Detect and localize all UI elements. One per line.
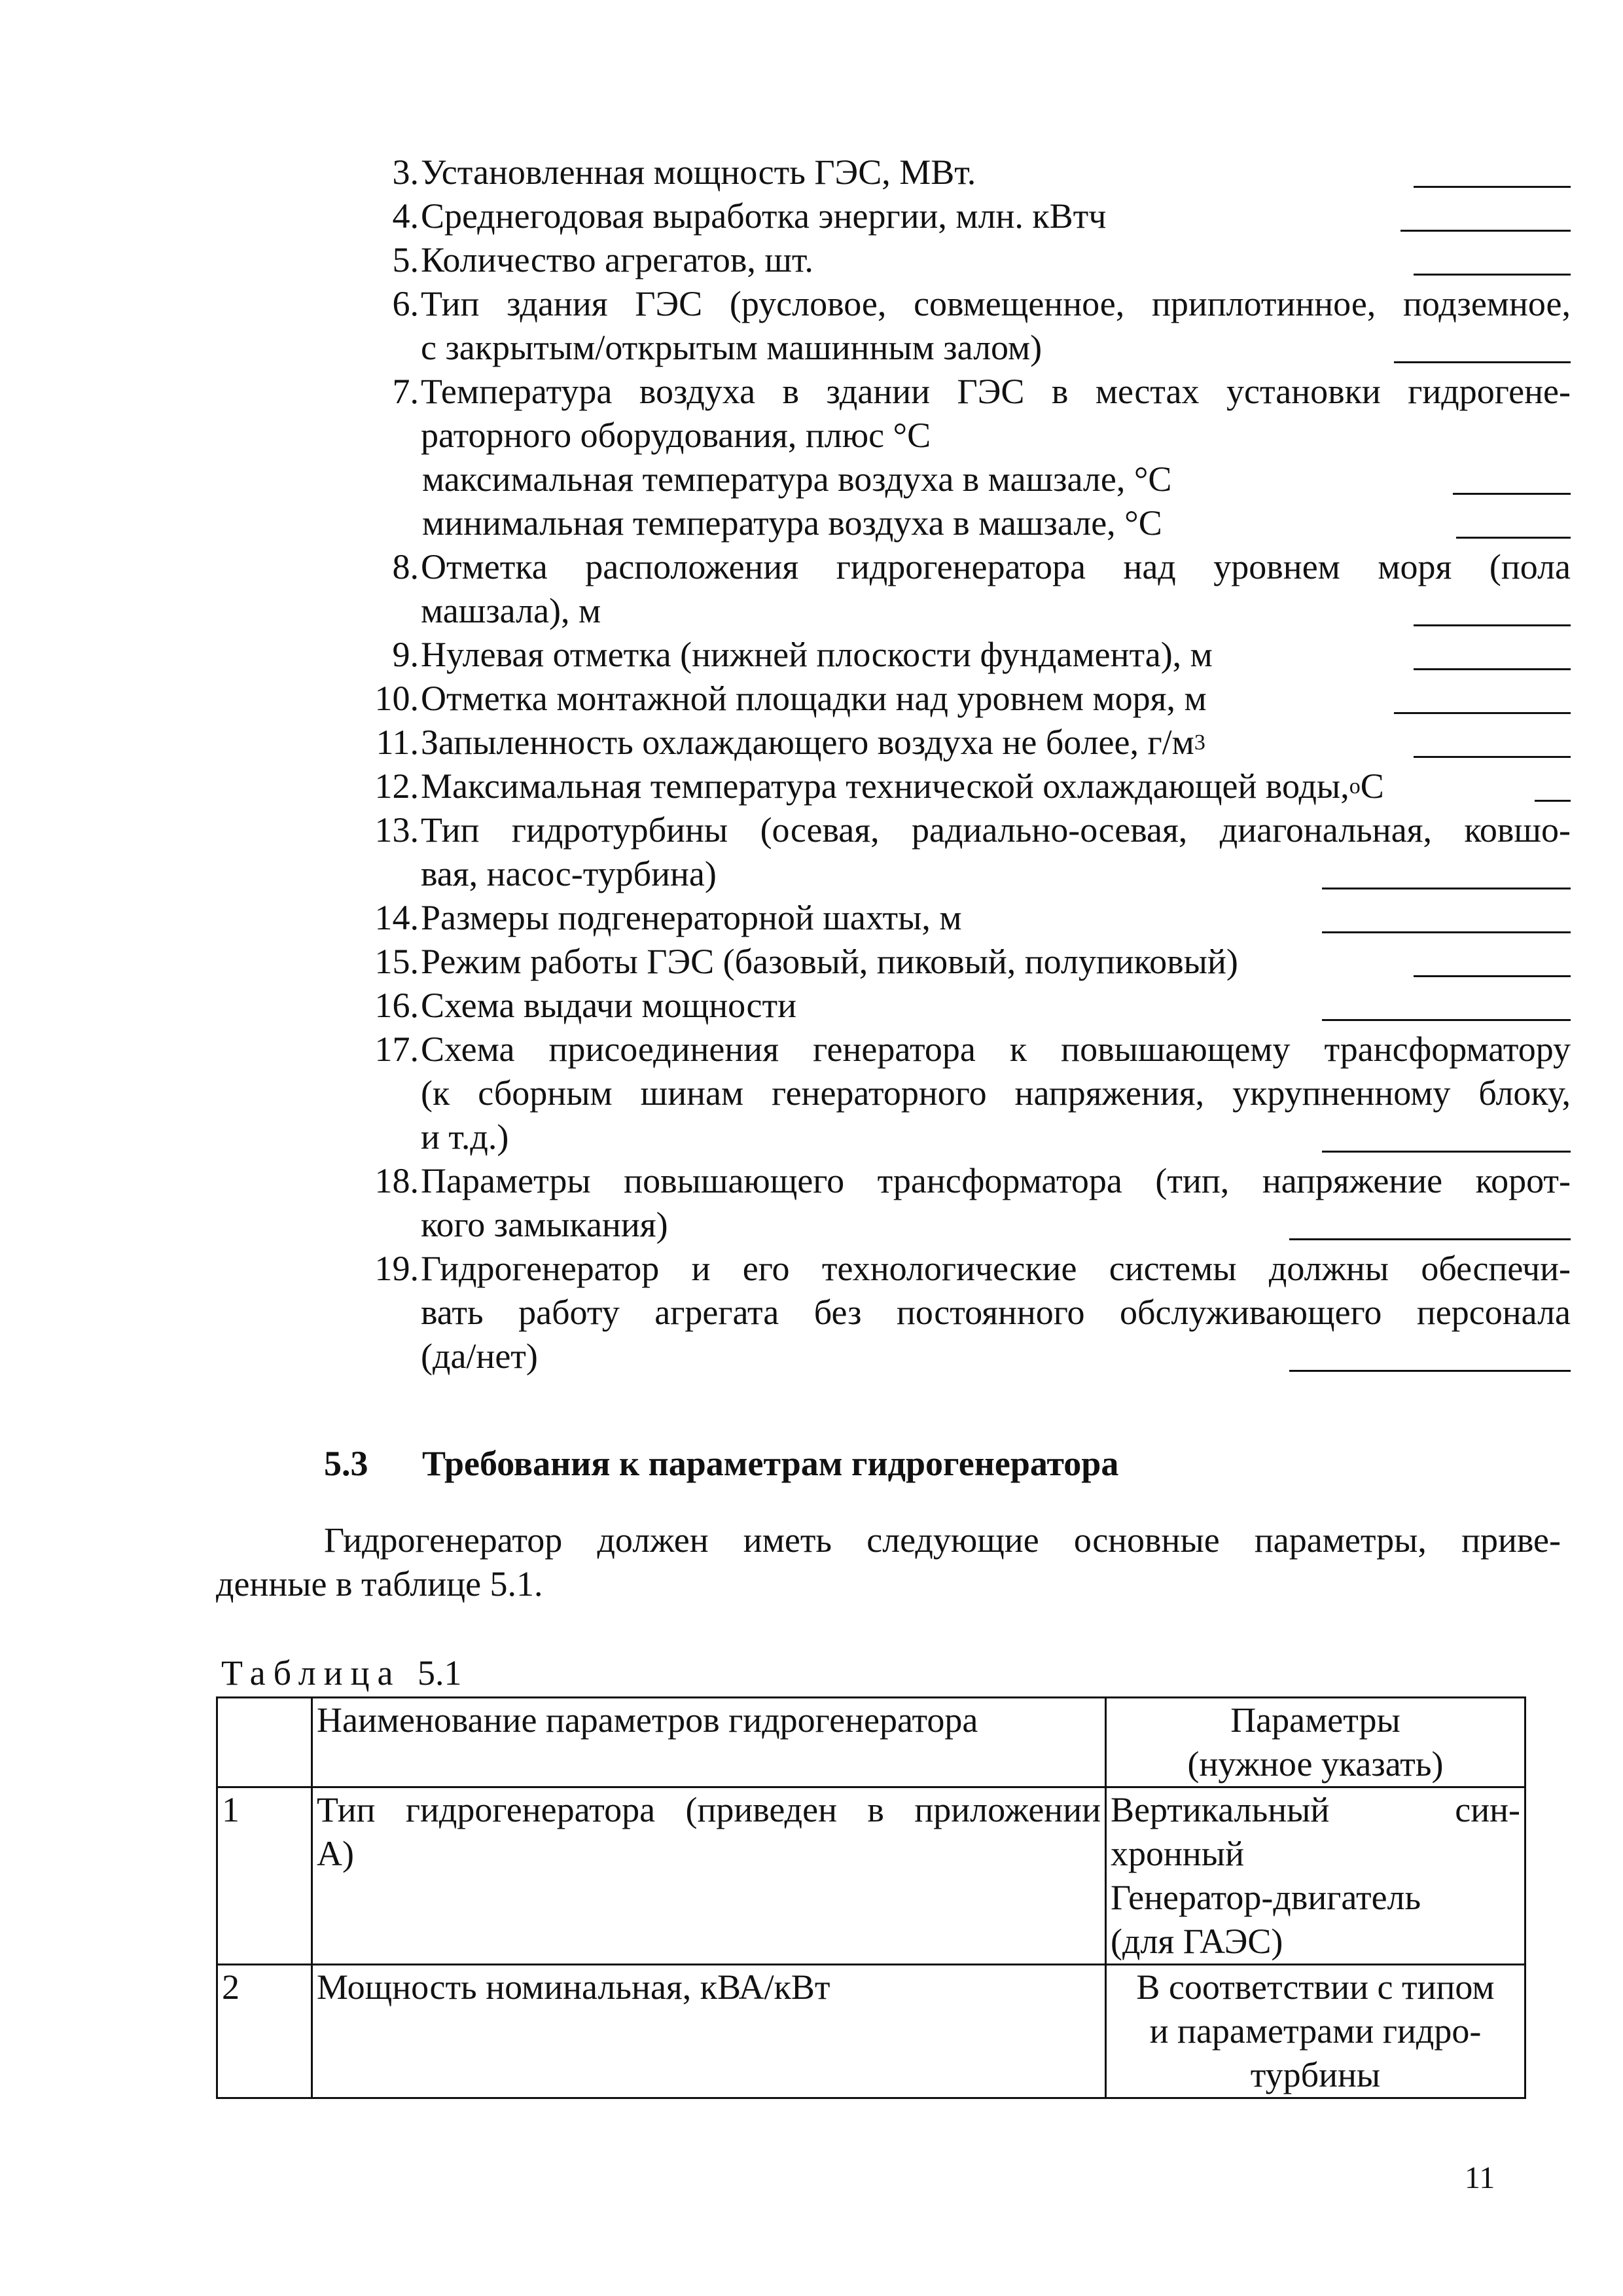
list-item-text: Отметка расположения гидрогенератора над уровнем моря (пола: [421, 547, 1571, 586]
answer-blank-line[interactable]: [1414, 186, 1571, 188]
row-param-line-4: (для ГАЭС): [1111, 1922, 1283, 1961]
table-header-row: [217, 1698, 1525, 1787]
row-param-line-3: Генератор-двигатель: [1111, 1878, 1421, 1917]
list-item-line: [421, 1291, 1571, 1335]
answer-blank-line[interactable]: [1453, 493, 1571, 495]
table-row: [217, 1787, 1525, 1965]
answer-blank-line[interactable]: [1289, 1238, 1571, 1240]
section-heading: [324, 1443, 1118, 1484]
list-item-content: [421, 1247, 1571, 1378]
list-item-number: 10.: [374, 679, 419, 718]
list-item-content: [421, 282, 1571, 370]
list-item-text: Режим работы ГЭС (базовый, пиковый, полупиковый): [421, 942, 1238, 981]
answer-blank-line[interactable]: [1322, 888, 1571, 889]
list-item-number: 19.: [374, 1249, 419, 1288]
answer-blank-line[interactable]: [1414, 756, 1571, 758]
list-item-number: 17.: [374, 1030, 419, 1069]
list-item-number: 4.: [392, 196, 419, 236]
list-item-line: [421, 238, 1571, 282]
list-item-number: 13.: [374, 810, 419, 850]
row-param-line-1: [1111, 1788, 1520, 1832]
list-item-content: [421, 1028, 1571, 1159]
row-param-line-2: и параметрами гидро-: [1149, 2011, 1482, 2051]
list-item-text: Максимальная температура технической охлаждающей воды,: [421, 766, 1349, 806]
list-item: [353, 721, 1571, 764]
row-param-word-b: син-: [1455, 1790, 1520, 1829]
answer-blank-line[interactable]: [1322, 1151, 1571, 1153]
list-item-content: [421, 633, 1571, 677]
answer-blank-line[interactable]: [1414, 624, 1571, 626]
list-item-text: Запыленность охлаждающего воздуха не более, г/м: [421, 723, 1194, 762]
list-item-line: [421, 282, 1571, 326]
answer-blank-line[interactable]: [1414, 975, 1571, 977]
list-item-text: вая, насос-турбина): [421, 854, 717, 893]
list-item: [353, 677, 1571, 721]
list-item-text: вать работу агрегата без постоянного обслуживающего персонала: [421, 1293, 1571, 1332]
degree-mark: о: [1349, 774, 1361, 798]
header-name: Наименование параметров гидрогенератора: [317, 1700, 978, 1740]
intro-paragraph: [216, 1518, 1561, 1606]
list-item-content: [421, 721, 1571, 764]
list-item-text: Схема присоединения генератора к повышающему трансформатору: [421, 1030, 1571, 1069]
list-item-content: [421, 545, 1571, 633]
answer-blank-line[interactable]: [1400, 230, 1571, 232]
list-item-text: с закрытым/открытым машинным залом): [421, 328, 1043, 367]
row-param-word-a: Вертикальный: [1111, 1790, 1330, 1829]
list-subitem-text: минимальная температура воздуха в машзале, °С: [422, 503, 1162, 543]
list-item: [353, 151, 1571, 194]
header-params-line-2: (нужное указать): [1187, 1744, 1444, 1784]
list-item-line: [421, 151, 1571, 194]
list-item: [353, 545, 1571, 633]
list-item-line: [421, 1071, 1571, 1115]
list-item-text: Схема выдачи мощности: [421, 986, 796, 1025]
table-caption-word: Таблица: [221, 1653, 401, 1693]
row-name-cell: [312, 1965, 1106, 2098]
list-item: [353, 1247, 1571, 1378]
list-item-number: 14.: [374, 898, 419, 937]
list-item: [353, 808, 1571, 896]
list-item-line: [421, 1159, 1571, 1203]
list-item-text: Температура воздуха в здании ГЭС в местах установки гидрогене-: [421, 372, 1571, 411]
paragraph-line-2: денные в таблице 5.1.: [216, 1564, 543, 1604]
list-item-line: [421, 545, 1571, 589]
list-item-content: [421, 151, 1571, 194]
list-item-text: Размеры подгенераторной шахты, м: [421, 898, 962, 937]
header-cell-name: [312, 1698, 1106, 1787]
list-item: [353, 940, 1571, 984]
list-item-line: [421, 589, 1571, 633]
list-item-text: Тип гидротурбины (осевая, радиально-осевая, диагональная, ковшо-: [421, 810, 1571, 850]
section-number: 5.3: [324, 1444, 368, 1483]
list-item-line: [421, 414, 1571, 457]
row-number: 1: [217, 1787, 312, 1965]
list-item-number: 12.: [374, 766, 419, 806]
row-number: 2: [217, 1965, 312, 2098]
list-item-number: 8.: [392, 547, 419, 586]
list-item-number: 9.: [392, 635, 419, 674]
row-param-line-3: турбины: [1250, 2055, 1381, 2094]
list-subitem-line: [422, 457, 1571, 501]
list-item-line: [421, 194, 1571, 238]
row-param-line-1: В соответствии с типом: [1136, 1967, 1495, 2007]
list-item-text: (да/нет): [421, 1336, 538, 1376]
list-item-content: [421, 677, 1571, 721]
list-item-number: 18.: [374, 1161, 419, 1200]
list-item-number: 15.: [374, 942, 419, 981]
list-item-number: 6.: [392, 284, 419, 323]
parameters-table: [216, 1696, 1526, 2099]
list-item-text: раторного оборудования, плюс °С: [421, 416, 931, 455]
list-item-line: [421, 677, 1571, 721]
row-name-line-1: Мощность номинальная, кВА/кВт: [317, 1967, 830, 2007]
list-item-line: [421, 721, 1571, 764]
list-item-content: [421, 1159, 1571, 1247]
list-item-line: [421, 852, 1571, 896]
paragraph-line-1: Гидрогенератор должен иметь следующие основные параметры, приве-: [324, 1520, 1561, 1560]
list-item-content: [421, 764, 1571, 808]
list-item-text: Отметка монтажной площадки над уровнем моря, м: [421, 679, 1207, 718]
list-item: [353, 282, 1571, 370]
answer-blank-line[interactable]: [1414, 274, 1571, 276]
list-item: [353, 370, 1571, 545]
row-name-cell: [312, 1787, 1106, 1965]
list-item-line: [421, 370, 1571, 414]
list-item-text: Среднегодовая выработка энергии, млн. кВтч: [421, 196, 1107, 236]
list-subitem-text: максимальная температура воздуха в машзале, °С: [422, 459, 1172, 499]
answer-blank-line[interactable]: [1394, 712, 1571, 714]
list-item: [353, 194, 1571, 238]
answer-blank-line[interactable]: [1322, 1019, 1571, 1021]
list-item-line: [421, 1247, 1571, 1291]
list-item-text: Нулевая отметка (нижней плоскости фундамента), м: [421, 635, 1213, 674]
header-cell-number: [217, 1698, 312, 1787]
list-item-text: кого замыкания): [421, 1205, 668, 1244]
list-item-line: [421, 1203, 1571, 1247]
list-item-content: [421, 808, 1571, 896]
row-name-line-2: А): [317, 1834, 354, 1873]
header-params-line-1: Параметры: [1230, 1700, 1400, 1740]
list-item-content: [421, 896, 1571, 940]
list-item: [353, 238, 1571, 282]
list-item-content: [421, 984, 1571, 1028]
answer-blank-line[interactable]: [1535, 800, 1571, 802]
list-item-text: (к сборным шинам генераторного напряжения, укрупненному блоку,: [421, 1073, 1571, 1113]
list-item-text: Тип здания ГЭС (русловое, совмещенное, приплотинное, подземное,: [421, 284, 1571, 323]
list-item-number: 11.: [376, 723, 419, 762]
list-item-content: [421, 370, 1571, 545]
row-name-line-1: Тип гидрогенератора (приведен в приложении: [317, 1790, 1101, 1829]
list-item-line: [421, 633, 1571, 677]
list-item-text: Параметры повышающего трансформатора (тип, напряжение корот-: [421, 1161, 1571, 1200]
list-item-text: машзала), м: [421, 591, 601, 630]
table-row: [217, 1965, 1525, 2098]
list-item-line: [421, 984, 1571, 1028]
unit-text: С: [1360, 766, 1384, 806]
row-param-cell: [1106, 1965, 1525, 2098]
answer-blank-line[interactable]: [1322, 931, 1571, 933]
list-item-content: [421, 940, 1571, 984]
list-item: [353, 764, 1571, 808]
list-item-number: 7.: [392, 372, 419, 411]
list-item: [353, 1028, 1571, 1159]
list-item-text: Количество агрегатов, шт.: [421, 240, 813, 279]
list-item: [353, 984, 1571, 1028]
list-item-text: Гидрогенератор и его технологические системы должны обеспечи-: [421, 1249, 1571, 1288]
list-item-number: 5.: [392, 240, 419, 279]
list-item-number: 16.: [374, 986, 419, 1025]
list-item-line: [421, 1335, 1571, 1378]
superscript: 3: [1194, 730, 1205, 755]
page-number: 11: [1465, 2161, 1495, 2195]
answer-blank-line[interactable]: [1289, 1370, 1571, 1372]
table-caption-number: 5.1: [417, 1653, 462, 1693]
answer-blank-line[interactable]: [1456, 537, 1571, 539]
list-item: [353, 633, 1571, 677]
list-item-line: [421, 808, 1571, 852]
answer-blank-line[interactable]: [1414, 668, 1571, 670]
list-item-content: [421, 238, 1571, 282]
requirements-list: [353, 151, 1571, 1378]
list-item-line: [421, 1115, 1571, 1159]
section-title: Требования к параметрам гидрогенератора: [422, 1444, 1119, 1483]
list-item-line: [421, 764, 1571, 808]
table-caption: [221, 1653, 461, 1693]
list-item: [353, 896, 1571, 940]
header-cell-params: [1106, 1698, 1525, 1787]
list-item-line: [421, 326, 1571, 370]
row-param-cell: [1106, 1787, 1525, 1965]
list-item-text: Установленная мощность ГЭС, МВт.: [421, 152, 976, 192]
list-item: [353, 1159, 1571, 1247]
answer-blank-line[interactable]: [1394, 361, 1571, 363]
list-item-content: [421, 194, 1571, 238]
list-item-line: [421, 940, 1571, 984]
list-item-number: 3.: [392, 152, 419, 192]
list-item-line: [421, 1028, 1571, 1071]
list-subitem-line: [422, 501, 1571, 545]
row-param-line-2: хронный: [1111, 1834, 1244, 1873]
list-item-text: и т.д.): [421, 1117, 509, 1157]
list-item-line: [421, 896, 1571, 940]
